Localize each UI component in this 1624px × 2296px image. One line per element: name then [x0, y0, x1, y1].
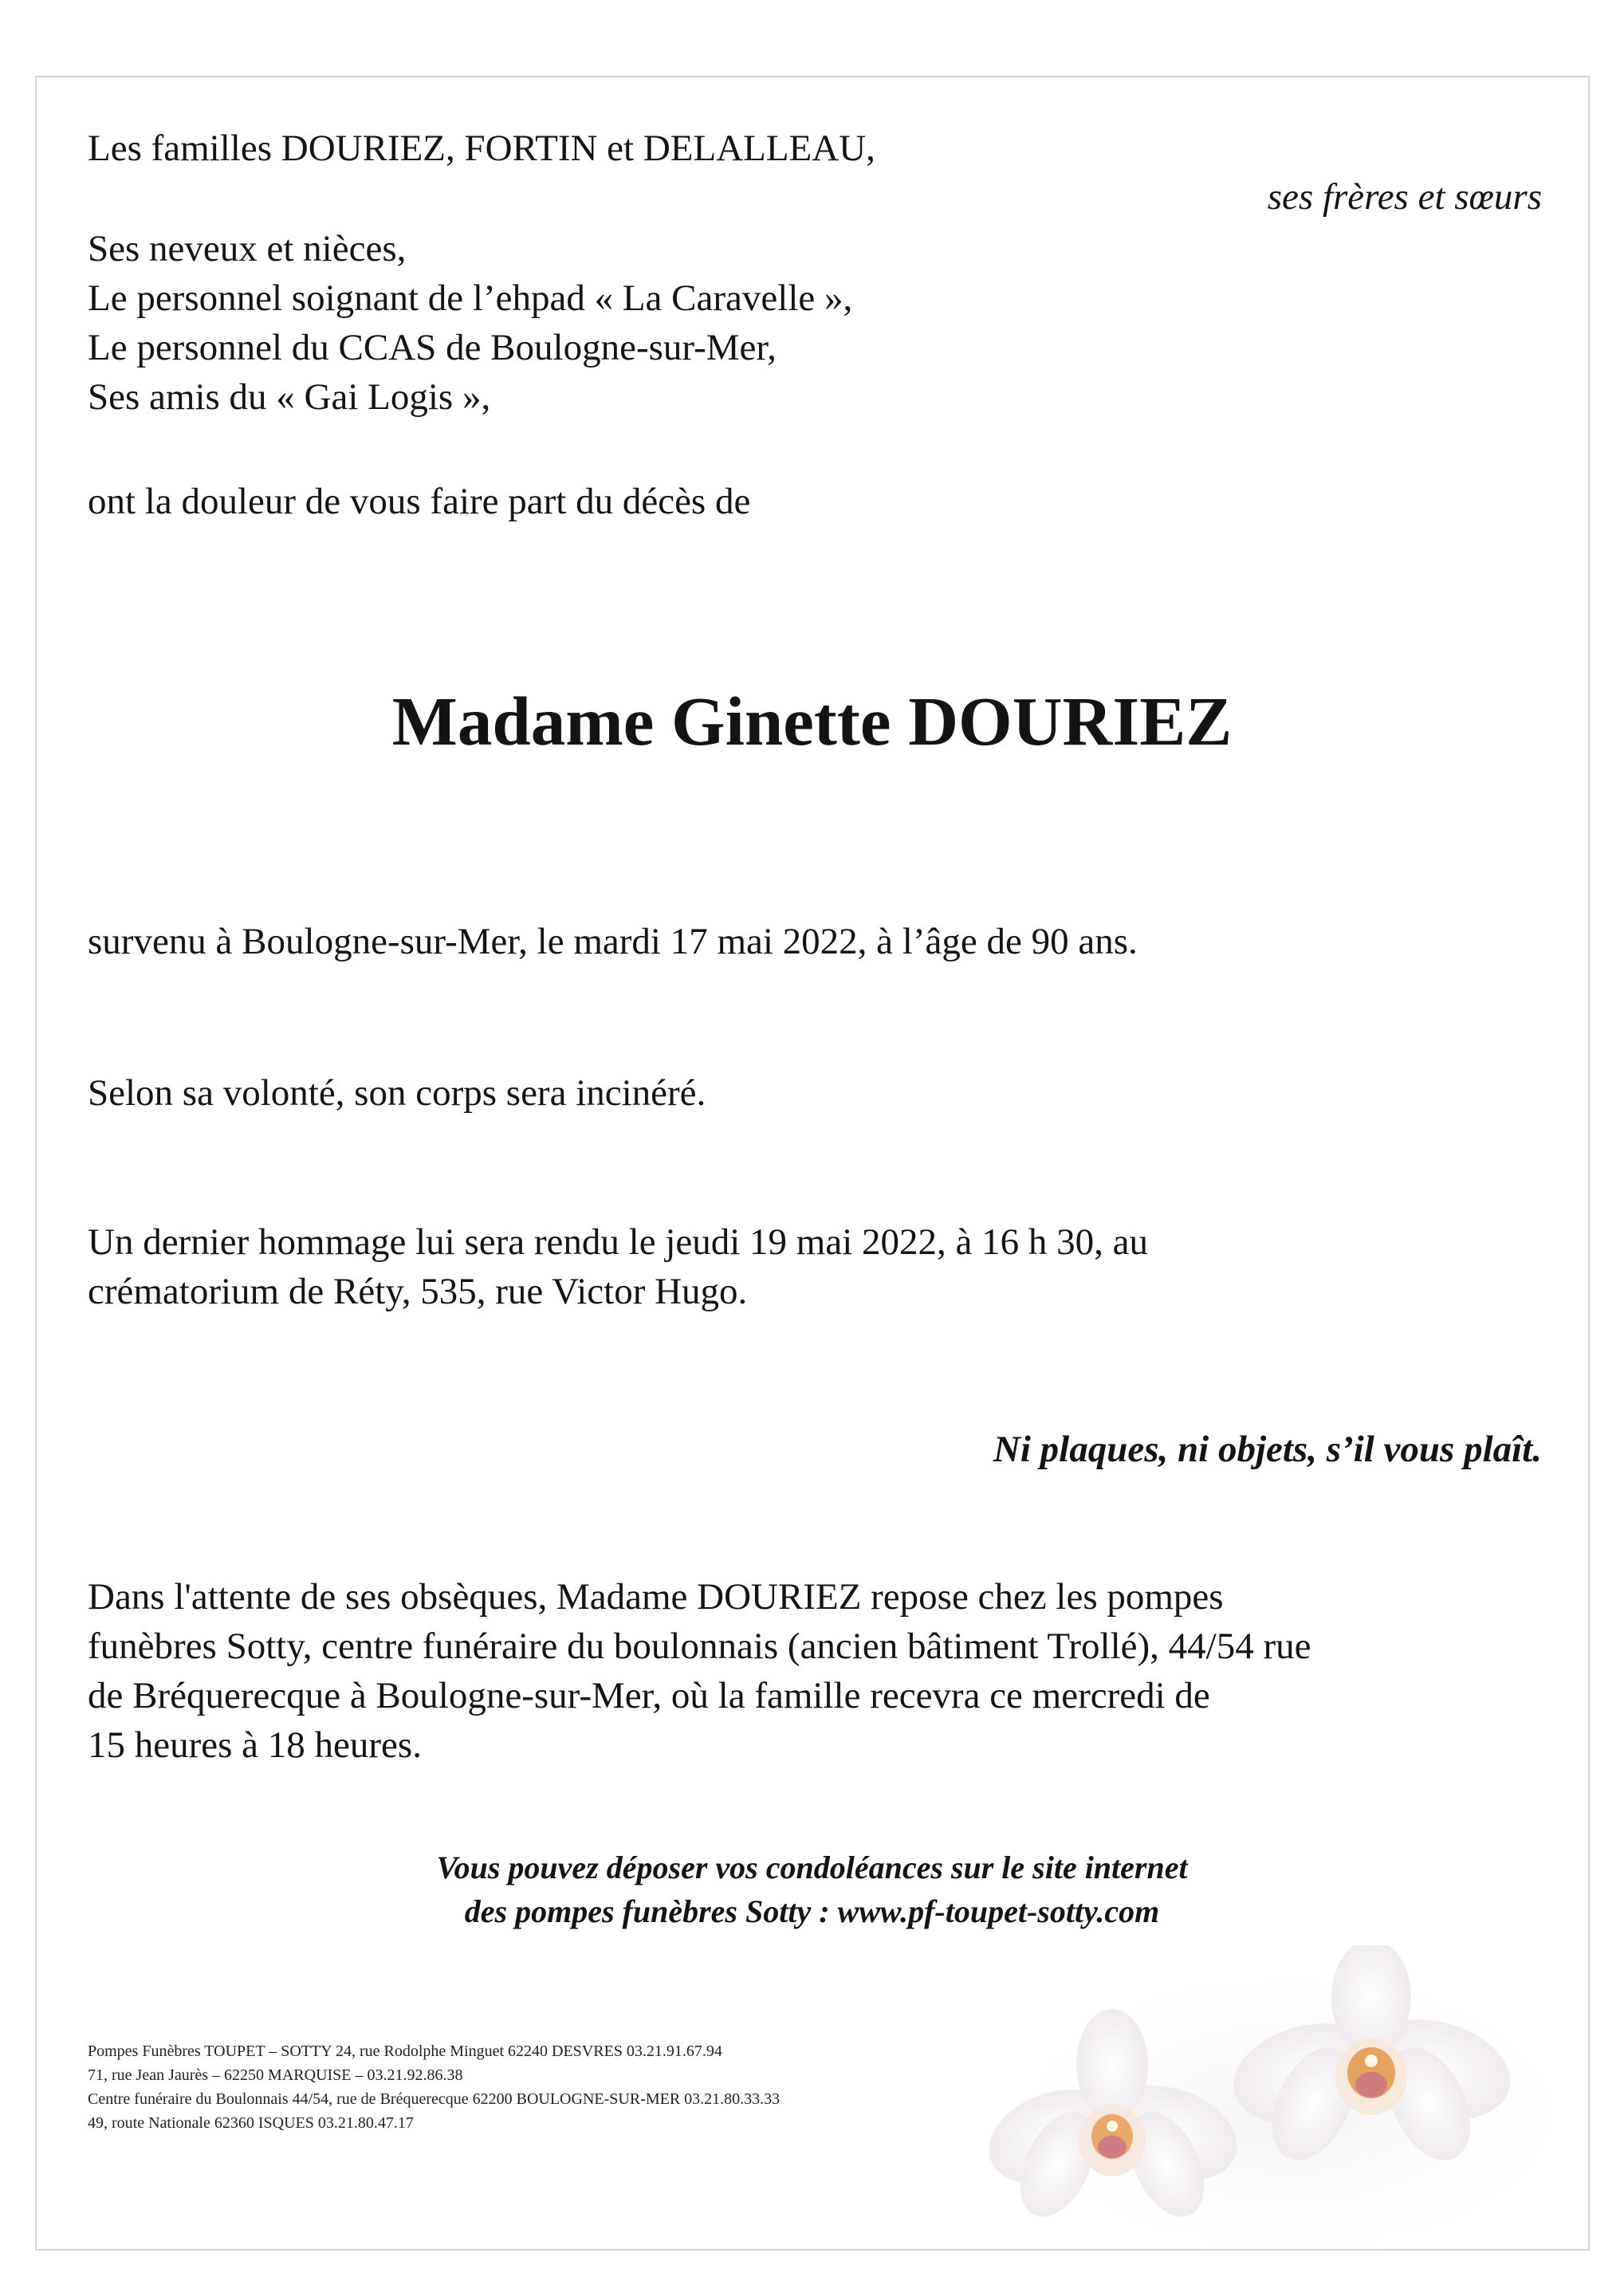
cremation-wish: Selon sa volonté, son corps sera incinéré. [88, 1072, 706, 1114]
contact-line: Pompes Funèbres TOUPET – SOTTY 24, rue Rodolphe Minguet 62240 DESVRES 03.21.91.67.94 [88, 2042, 722, 2060]
vigil-paragraph [88, 1572, 1311, 1770]
relatives-line: Ses neveux et nièces, [88, 228, 407, 269]
relatives-line: Le personnel du CCAS de Boulogne-sur-Mer, [88, 327, 777, 368]
vigil-line: de Bréquerecque à Boulogne-sur-Mer, où la famille recevra ce mercredi de [88, 1675, 1210, 1716]
siblings-line: ses frères et sœurs [1267, 176, 1542, 218]
orchids-decoration [973, 1945, 1595, 2264]
relatives-list [88, 224, 852, 422]
tribute-line: crématorium de Réty, 535, rue Victor Hugo. [88, 1271, 748, 1312]
deceased-name: Madame Ginette DOURIEZ [391, 682, 1233, 760]
no-plaques-note: Ni plaques, ni objets, s’il vous plaît. [993, 1429, 1542, 1470]
contact-line: 49, route Nationale 62360 ISQUES 03.21.80.47.17 [88, 2114, 414, 2132]
vigil-line: funèbres Sotty, centre funéraire du boulonnais (ancien bâtiment Trollé), 44/54 rue [88, 1626, 1311, 1667]
contact-line: 71, rue Jean Jaurès – 62250 MARQUISE – 03.21.92.86.38 [88, 2066, 463, 2084]
announcement-line: ont la douleur de vous faire part du décès de [88, 481, 751, 522]
tribute-paragraph [88, 1217, 1148, 1316]
tribute-line: Un dernier hommage lui sera rendu le jeudi 19 mai 2022, à 16 h 30, au [88, 1221, 1148, 1263]
relatives-line: Ses amis du « Gai Logis », [88, 376, 491, 418]
condolences-note [0, 1846, 1624, 1933]
relatives-line: Le personnel soignant de l’ehpad « La Caravelle », [88, 277, 853, 319]
death-details: survenu à Boulogne-sur-Mer, le mardi 17 mai 2022, à l’âge de 90 ans. [88, 921, 1138, 962]
families-line: Les familles DOURIEZ, FORTIN et DELALLEAU, [88, 128, 875, 169]
vigil-line: Dans l'attente de ses obsèques, Madame DOURIEZ repose chez les pompes [88, 1576, 1224, 1618]
condolences-line: Vous pouvez déposer vos condoléances sur le site internet [436, 1850, 1188, 1885]
funeral-home-contacts [88, 2039, 780, 2135]
condolences-line: des pompes funèbres Sotty : www.pf-toupet-sotty.com [464, 1893, 1160, 1929]
vigil-line: 15 heures à 18 heures. [88, 1724, 422, 1766]
contact-line: Centre funéraire du Boulonnais 44/54, rue de Bréquerecque 62200 BOULOGNE-SUR-MER 03.21.80.33.33 [88, 2090, 781, 2108]
